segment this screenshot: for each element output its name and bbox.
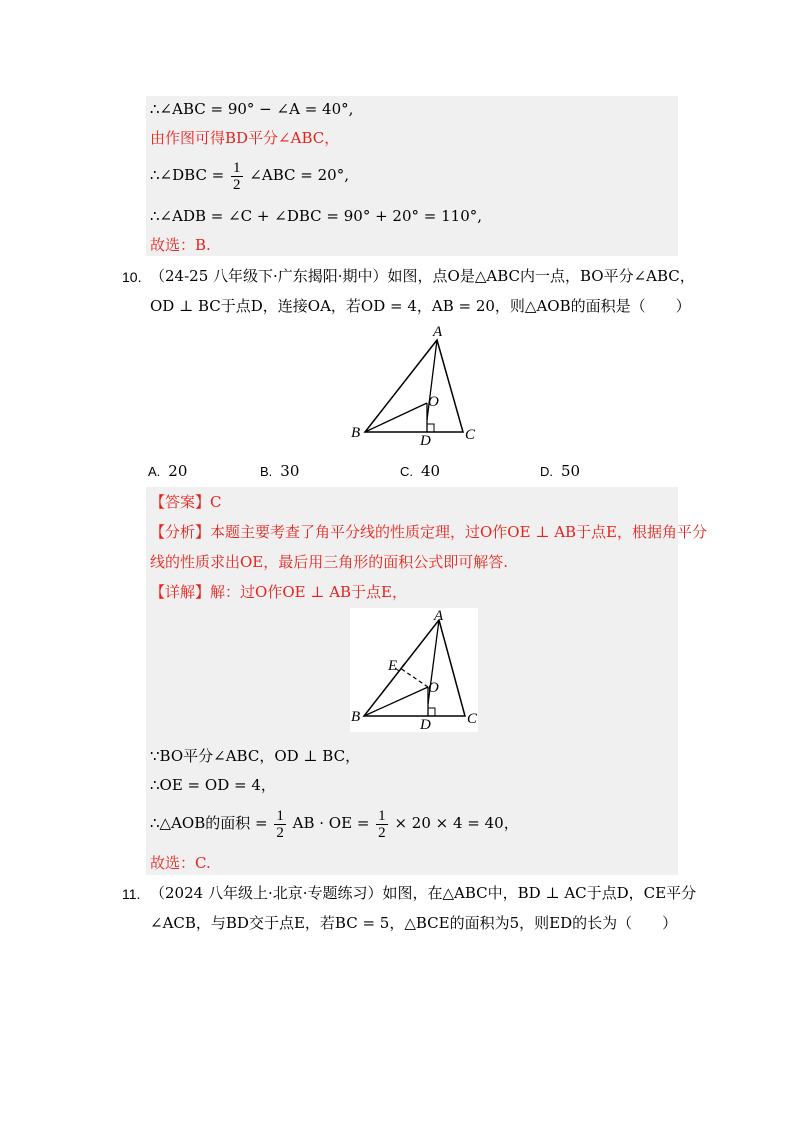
solution-analysis-line-1: 【分析】本题主要考查了角平分线的性质定理，过O作OE ⊥ AB于点E，根据角平分 [150,523,707,541]
solution-step-1: ∵BO平分∠ABC，OD ⊥ BC， [150,747,361,765]
choice-a [148,462,187,480]
fraction-denominator: 2 [233,176,241,193]
solution-analysis-line-2: 线的性质求出OE，最后用三角形的面积公式即可解答. [150,553,509,571]
choice-b-letter: B. [260,464,273,479]
label-d: D [420,717,431,732]
choice-b-value: 30 [280,462,300,480]
prev-solution-line-3 [150,158,349,193]
choice-c-value: 40 [421,462,441,480]
prev-solution-line-4: ∴∠ADB = ∠C + ∠DBC = 90° + 20° = 110°, [150,207,483,225]
segment-oe-dashed [400,668,428,687]
segment-bo [365,403,427,432]
step3-middle: AB · OE = [292,814,370,832]
step3-fraction-2 [376,808,388,841]
prev-line3-suffix: ∠ABC = 20°, [249,166,349,184]
label-o: O [428,680,439,696]
question-11-text-line-1: （2024 八年级上·北京·专题练习）如图，在△ABC中，BD ⊥ AC于点D，CE平分 [150,884,697,902]
choice-d-letter: D. [540,464,553,479]
triangle-abc [364,620,465,716]
label-b: B [351,709,361,725]
fraction-denominator: 2 [378,824,386,841]
prev-line3-prefix: ∴∠DBC = [150,166,225,184]
label-a: A [434,608,444,624]
prev-solution-line-2: 由作图可得BD平分∠ABC， [150,129,340,147]
label-b: B [351,425,361,441]
step3-prefix: ∴△AOB的面积 = [150,814,268,832]
choice-c-letter: C. [400,464,413,479]
segment-bo [364,687,428,716]
solution-final: 故选：C. [150,854,211,872]
step3-fraction-1 [274,808,286,841]
detail-tag: 【详解】 [150,583,211,601]
label-c: C [465,427,476,443]
right-angle-mark [427,424,434,432]
choice-a-value: 20 [168,462,188,480]
prev-solution-line-5: 故选：B. [150,236,211,254]
solution-detail-line [150,582,407,602]
choice-d-value: 50 [561,462,581,480]
question-10-triangle-figure [345,322,485,447]
right-angle-mark-d [428,708,435,716]
label-e: E [388,658,398,674]
label-o: O [428,394,439,410]
fraction-denominator: 2 [276,824,284,841]
question-10-number: 10. [122,269,142,285]
solution-answer: 【答案】C [150,493,222,511]
step3-suffix: × 20 × 4 = 40， [394,814,519,832]
question-10-text-line-1: （24-25 八年级下·广东揭阳·期中）如图，点O是△ABC内一点，BO平分∠ABC， [150,267,695,285]
question-11-number: 11. [122,886,141,902]
choice-b [260,462,299,480]
fraction-numerator: 1 [233,159,241,176]
prev-line3-fraction [231,160,243,193]
solution-step-3 [150,806,519,841]
choice-a-letter: A. [148,464,161,479]
solution-step-2: ∴OE = OD = 4， [150,776,276,794]
fraction-numerator: 1 [276,807,284,824]
label-c: C [467,711,478,727]
label-d: D [420,433,431,447]
triangle-abc [365,340,463,432]
detail-text: 解：过O作OE ⊥ AB于点E， [210,583,408,601]
choice-d [540,462,580,480]
prev-solution-line-1: ∴∠ABC = 90° − ∠A = 40°, [150,100,354,118]
question-11-text-line-2: ∠ACB，与BD交于点E，若BC = 5，△BCE的面积为5，则ED的长为（ ） [150,914,678,932]
solution-triangle-figure [350,608,478,732]
question-10-text-line-2: OD ⊥ BC于点D，连接OA，若OD = 4，AB = 20，则△AOB的面积是（ ） [150,297,691,315]
fraction-numerator: 1 [378,807,386,824]
label-a: A [433,324,443,340]
choice-c [400,462,440,480]
